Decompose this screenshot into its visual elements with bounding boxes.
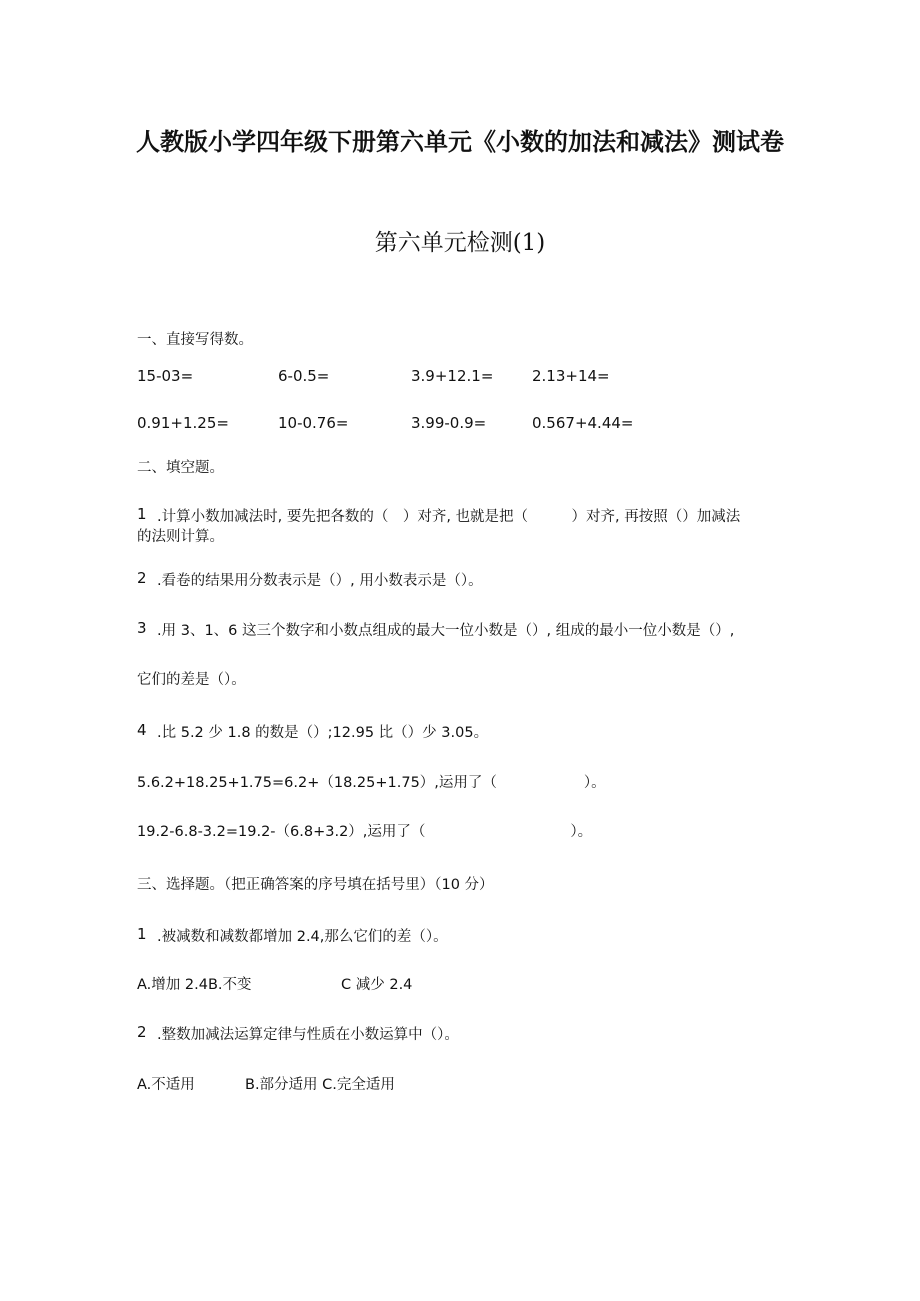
calc-item: 10-0.76= [278, 414, 349, 432]
document-title: 人教版小学四年级下册第六单元《小数的加法和减法》测试卷 [136, 128, 784, 156]
question-text: .被减数和减数都增加 2.4,那么它们的差（）。 [157, 929, 448, 945]
calc-item: 3.9+12.1= [411, 367, 494, 385]
question-number: 1 [137, 925, 147, 943]
question-text: .看卷的结果用分数表示是（）, 用小数表示是（）。 [157, 573, 483, 589]
calc-item: 3.99-0.9= [411, 414, 487, 432]
question-text: .整数加减法运算定律与性质在小数运算中（）。 [157, 1027, 459, 1043]
option-b-c: B.部分适用 C.完全适用 [245, 1077, 395, 1093]
question-number: 4 [137, 721, 147, 739]
question-number: 2 [137, 569, 147, 587]
section1-heading: 一、直接写得数。 [137, 332, 253, 348]
calc-item: 2.13+14= [532, 367, 610, 385]
question-text: 19.2-6.8-3.2=19.2-（6.8+3.2）,运用了（ ）。 [137, 824, 593, 840]
question-text: .比 5.2 少 1.8 的数是（）;12.95 比（）少 3.05。 [157, 725, 489, 741]
calc-item: 15-03= [137, 367, 194, 385]
question-text: 它们的差是（）。 [137, 672, 246, 688]
section3-heading: 三、选择题。（把正确答案的序号填在括号里）（10 分） [137, 877, 494, 893]
option-a-b: A.增加 2.4B.不变 [137, 977, 252, 993]
section2-heading: 二、填空题。 [137, 460, 224, 476]
option-c: C 减少 2.4 [341, 977, 413, 993]
calc-item: 6-0.5= [278, 367, 330, 385]
option-a: A.不适用 [137, 1077, 195, 1093]
question-number: 1 [137, 505, 147, 523]
question-text: 的法则计算。 [137, 529, 224, 545]
question-text: 5.6.2+18.25+1.75=6.2+（18.25+1.75）,运用了（ ）。 [137, 775, 606, 791]
document-subtitle: 第六单元检测(1) [374, 230, 546, 256]
question-number: 3 [137, 619, 147, 637]
calc-item: 0.91+1.25= [137, 414, 229, 432]
question-text: .计算小数加减法时, 要先把各数的（ ）对齐, 也就是把（ ）对齐, 再按照（）加减法 [157, 509, 741, 525]
question-number: 2 [137, 1023, 147, 1041]
question-text: .用 3、1、6 这三个数字和小数点组成的最大一位小数是（）, 组成的最小一位小数是（）, [157, 623, 735, 639]
calc-item: 0.567+4.44= [532, 414, 634, 432]
